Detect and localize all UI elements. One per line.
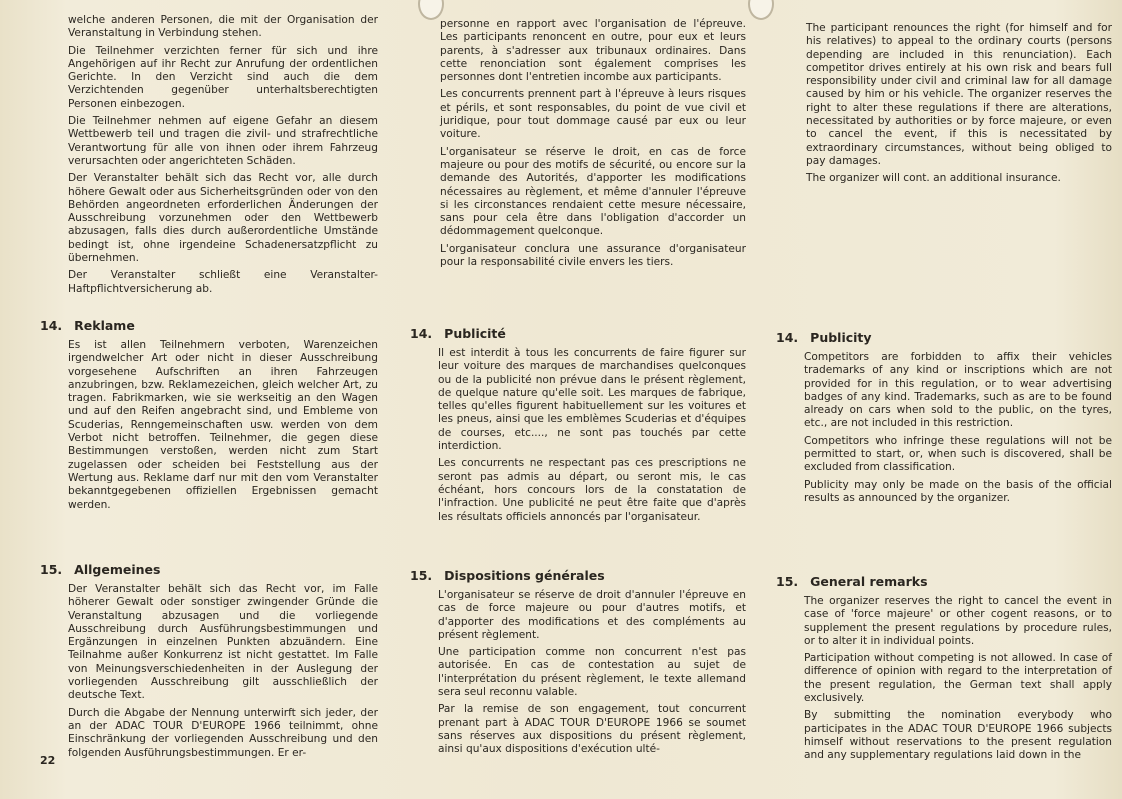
paragraph: Publicity may only be made on the basis of the official results as announced by the organizer. [804, 478, 1112, 504]
french-section-14 [410, 326, 746, 528]
paragraph: Die Teilnehmer verzichten ferner für sich und ihre Angehörigen auf ihr Recht zur Anrufung der ordentlichen Gerichte. In den Verzicht sind auch die dem Verzichtenden gegenüber unterhaltsberechtigten Personen einbezogen. [68, 44, 378, 110]
paragraph: L'organisateur se réserve de droit d'annuler l'épreuve en cas de force majeure ou pour d'autres motifs, et d'apporter des modifications et des compléments au présent règlement. [438, 589, 746, 641]
section-title: Reklame [74, 318, 135, 333]
section-number: 15. [40, 562, 63, 577]
paragraph: Par la remise de son engagement, tout concurrent prenant part à ADAC TOUR D'EUROPE 1966 se soumet sans réserves aux dispositions du présent règlement, ainsi qu'aux dispositions d'exécution ulté- [438, 703, 746, 756]
section-heading [410, 568, 746, 583]
paragraph: Participation without competing is not allowed. In case of difference of opinion with regard to the interpretation of the present regulation, the German text shall apply exclusively. [804, 652, 1112, 705]
paragraph: L'organisateur conclura une assurance d'organisateur pour la responsabilité civile envers les tiers. [440, 242, 746, 269]
section-title: Publicité [444, 326, 506, 341]
paragraph: personne en rapport avec l'organisation de l'épreuve. Les participants renoncent en outre, pour eux et leurs parents, à s'adresser aux tribunaux ordinaires. Dans cette renonciation sont également comprises les personnes dont l'entretien incombe aux participants. [440, 18, 746, 84]
paragraph: Durch die Abgabe der Nennung unterwirft sich jeder, der an der ADAC TOUR D'EUROPE 1966 teilnimmt, ohne Einschränkung der vorliegenden Ausschreibung und den folgenden Ausführungsbestimmungen. Er er- [68, 706, 378, 759]
paragraph: Der Veranstalter behält sich das Recht vor, alle durch höhere Gewalt oder aus Sicherheitsgründen oder von den Behörden angeordneten erforderlichen Änderungen der Ausschreibung vorzunehmen oder den Wettbewerb abzusagen, falls dies durch außerordentliche Umstände bedingt ist, ohne irgendeine Schadenersatzpflicht zu übernehmen. [68, 172, 378, 265]
paragraph: Es ist allen Teilnehmern verboten, Warenzeichen irgendwelcher Art oder nicht in dieser Ausschreibung vorgesehene Aufschriften an ihren Fahrzeugen anzubringen, bzw. Reklamezeichen, gleich welcher Art, zu tragen. Fabrikmarken, wie sie werkseitig an den Wagen und auf den Reifen angebracht sind, und Embleme von Scuderias, Renngemeinschaften usw. werden von dem Verbot nicht betroffen. Teilnehmer, die gegen diese Bestimmungen verstoßen, werden nicht zum Start zugelassen oder scheiden bei Feststellung aus der Wertung aus. Reklame darf nur mit den vom Veranstalter bekanntgegebenen offiziellen Ergebnissen gemacht werden. [68, 339, 378, 511]
paragraph: welche anderen Personen, die mit der Organisation der Veranstaltung in Verbindung stehen. [68, 14, 378, 40]
section-heading [776, 330, 1112, 345]
english-section-14 [776, 330, 1112, 509]
french-intro [440, 18, 746, 273]
section-title: General remarks [810, 574, 928, 589]
paragraph: Les concurrents prennent part à l'épreuve à leurs risques et périls, et sont responsables, du point de vue civil et juridique, pour tout dommage causé par eux ou leur voiture. [440, 88, 746, 141]
english-intro [806, 22, 1112, 190]
paragraph: Der Veranstalter schließt eine Veranstalter-Haftpflichtversicherung ab. [68, 269, 378, 295]
binder-hole [418, 0, 444, 20]
section-body [40, 339, 378, 512]
section-title: Allgemeines [74, 562, 161, 577]
paragraph: Competitors are forbidden to affix their vehicles trademarks of any kind or inscriptions which are not provided for in this regulation, or to wear advertising badges of any kind. Trademarks, such as are to be found already on cars when sold to the public, on the tyres, etc., are not included in this restriction. [804, 351, 1112, 430]
paragraph: Der Veranstalter behält sich das Recht vor, im Falle höherer Gewalt oder sonstiger zwingender Gründe die Veranstaltung abzusagen und die vorliegende Ausschreibung durch Ausführungsbestimmungen und Ergänzungen in einzelnen Punkten abzuändern. Eine Teilnahme außer Konkurrenz ist nicht gestattet. Im Falle von Meinungsverschiedenheiten in der Auslegung der vorliegenden Ausschreibung gilt ausschließlich der deutsche Text. [68, 583, 378, 702]
paragraph: Il est interdit à tous les concurrents de faire figurer sur leur voiture des marques de marchandises quelconques ou de la publicité non prévue dans le présent règlement, de quelque nature qu'elle soit. Les marques de fabrique, telles qu'elles figurent habituellement sur les voitures et les pneus, ainsi que les emblèmes Scuderias et d'équipes de courses, etc...., ne sont pas touchés par cette interdiction. [438, 347, 746, 453]
section-heading [40, 562, 378, 577]
section-number: 14. [40, 318, 63, 333]
paragraph: Une participation comme non concurrent n'est pas autorisée. En cas de contestation au sujet de l'interprétation du présent règlement, le texte allemand sera seul reconnu valable. [438, 646, 746, 699]
german-section-15 [40, 562, 378, 764]
section-number: 14. [410, 326, 433, 341]
section-body [776, 595, 1112, 763]
paragraph: By submitting the nomination everybody who participates in the ADAC TOUR D'EUROPE 1966 subjects himself without reservations to the present regulation and any supplementary regulations laid down in the [804, 709, 1112, 762]
paragraph: The organizer will cont. an additional insurance. [806, 172, 1061, 185]
page-number: 22 [40, 754, 56, 767]
section-title: Dispositions générales [444, 568, 605, 583]
paragraph: The organizer reserves the right to cancel the event in case of 'force majeure' or other cogent reasons, or to supplement the present regulations by procedure rules, or to alter it in individual points. [804, 595, 1112, 647]
binder-hole [748, 0, 774, 20]
paragraph: The participant renounces the right (for himself and for his relatives) to appeal to the ordinary courts (persons depending are included in this renunciation). Each competitor drives entirely at his own risk and bears full responsibility under civil and criminal law for all damage caused by him or his vehicle. The organizer reserves the right to alter these regulations if there are alterations, necessitated by authorities or by force majeure, or even to cancel the event, if this is necessitated by extraordinary circumstances, without being obliged to pay damages. [806, 22, 1112, 167]
german-section-14 [40, 318, 378, 516]
french-section-15 [410, 568, 746, 761]
section-heading [410, 326, 746, 341]
paragraph: Competitors who infringe these regulations will not be permitted to start, or, when such is discovered, shall be excluded from classification. [804, 434, 1112, 474]
section-body [410, 589, 746, 757]
section-heading [40, 318, 378, 333]
section-body [776, 351, 1112, 505]
german-intro [68, 14, 378, 300]
section-title: Publicity [810, 330, 872, 345]
paragraph: Les concurrents ne respectant pas ces prescriptions ne seront pas admis au départ, ou seront mis, le cas échéant, hors concours lors de la constatation de l'infraction. Une publicité ne peut être faite que d'après les résultats officiels annoncés par l'organisateur. [438, 457, 746, 523]
section-number: 15. [410, 568, 433, 583]
section-number: 14. [776, 330, 799, 345]
paragraph: L'organisateur se réserve le droit, en cas de force majeure ou pour des motifs de sécurité, ou encore sur la demande des Autorités, d'apporter les modifications nécessaires au règlement, et même d'annuler l'épreuve si les circonstances rendaient cette mesure nécessaire, sans pour cela être dans l'obligation d'accorder un dédommagement quelconque. [440, 145, 746, 238]
section-body [40, 583, 378, 760]
section-heading [776, 574, 1112, 589]
english-section-15 [776, 574, 1112, 767]
paragraph: Die Teilnehmer nehmen auf eigene Gefahr an diesem Wettbewerb teil und tragen die zivil- und strafrechtliche Verantwortung für alle von ihnen oder ihrem Fahrzeug verursachten oder angerichteten Schäden. [68, 115, 378, 167]
section-body [410, 347, 746, 524]
section-number: 15. [776, 574, 799, 589]
